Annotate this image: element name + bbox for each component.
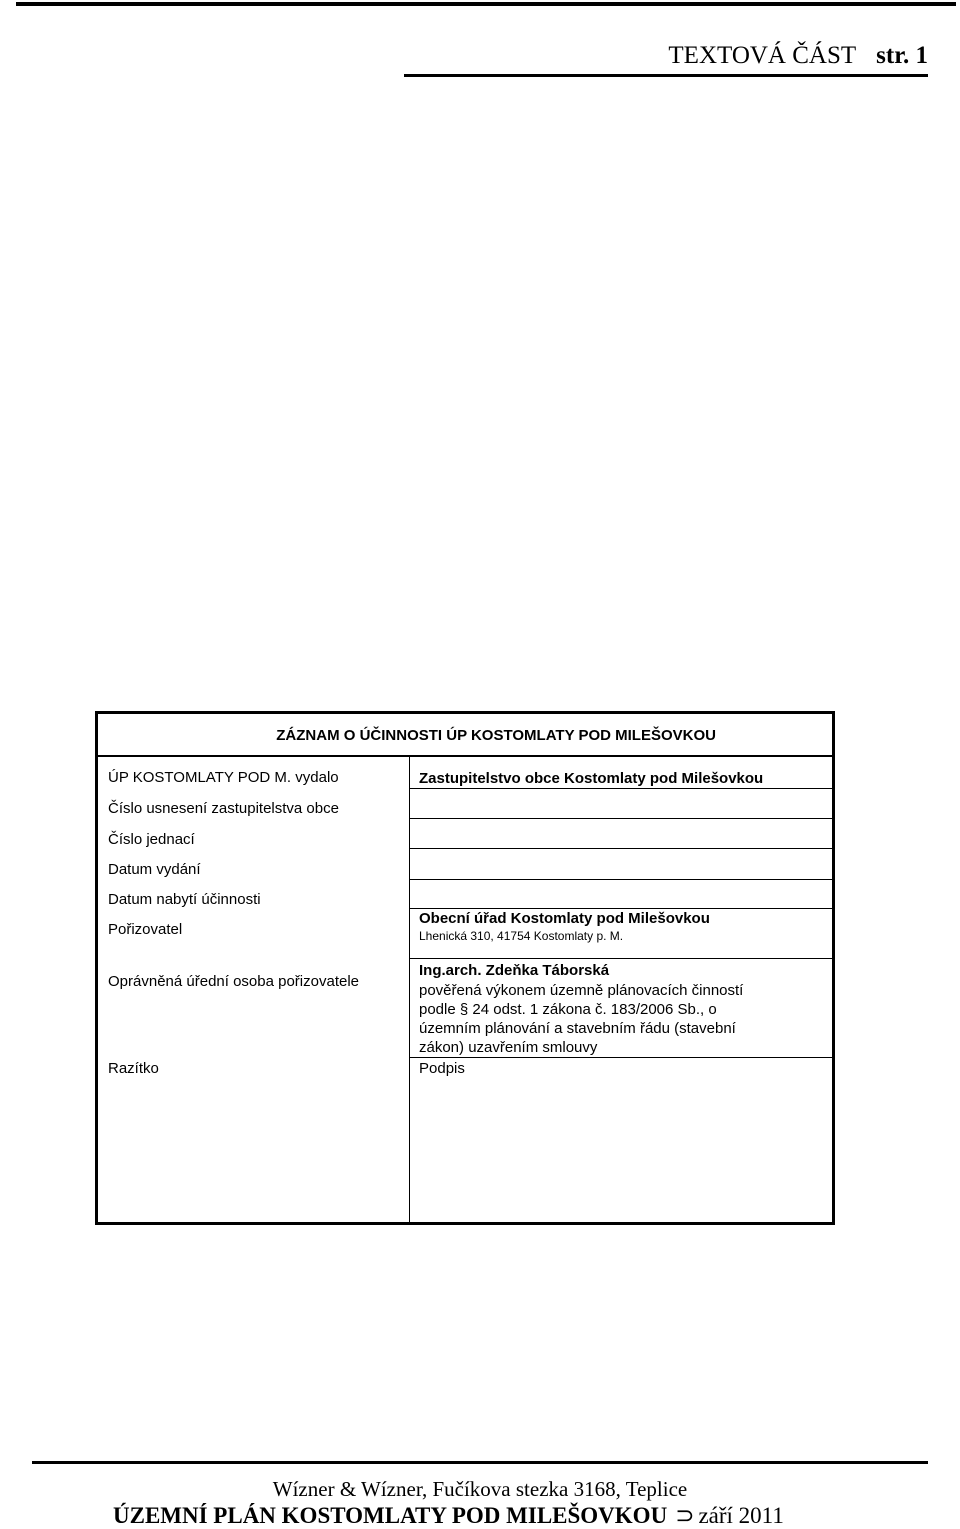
label-issue-date: Datum vydání bbox=[108, 861, 201, 878]
effectiveness-record-table bbox=[95, 711, 835, 1225]
label-authorized-person: Oprávněná úřední osoba pořizovatele bbox=[108, 973, 360, 990]
row-divider bbox=[409, 788, 832, 789]
label-procurer: Pořizovatel bbox=[108, 921, 183, 938]
record-title: ZÁZNAM O ÚČINNOSTI ÚP KOSTOMLATY POD MILEŠOVKOU bbox=[98, 714, 832, 757]
top-rule bbox=[16, 2, 956, 6]
label-stamp: Razítko bbox=[108, 1060, 159, 1077]
column-divider bbox=[409, 757, 410, 1222]
row-divider bbox=[409, 958, 832, 959]
row-divider bbox=[409, 1057, 832, 1058]
value-person-description: zákon) uzavřením smlouvy bbox=[419, 1039, 598, 1056]
value-issued-by: Zastupitelstvo obce Kostomlaty pod Milešovkou bbox=[419, 770, 764, 787]
footer-date: září 2011 bbox=[698, 1503, 784, 1528]
value-procurer-address: Lhenická 310, 41754 Kostomlaty p. M. bbox=[419, 929, 624, 943]
row-divider bbox=[409, 908, 832, 909]
row-divider bbox=[409, 848, 832, 849]
header-rule bbox=[404, 74, 928, 77]
footer-author: Wízner & Wízner, Fučíkova stezka 3168, Teplice bbox=[272, 1477, 688, 1501]
superset-icon: ⊃ bbox=[675, 1503, 695, 1528]
value-person-description: pověřená výkonem územně plánovacích činností bbox=[419, 982, 744, 999]
value-procurer-name: Obecní úřad Kostomlaty pod Milešovkou bbox=[419, 910, 710, 927]
value-signature: Podpis bbox=[419, 1060, 465, 1077]
header-page-number: str. 1 bbox=[876, 42, 928, 69]
value-person-description: podle § 24 odst. 1 zákona č. 183/2006 Sb., o bbox=[419, 1001, 717, 1018]
row-divider bbox=[409, 879, 832, 880]
label-resolution-number: Číslo usnesení zastupitelstva obce bbox=[108, 800, 339, 817]
label-effective-date: Datum nabytí účinnosti bbox=[108, 891, 261, 908]
label-issued-by: ÚP KOSTOMLATY POD M. vydalo bbox=[108, 769, 339, 786]
value-person-name: Ing.arch. Zdeňka Táborská bbox=[419, 962, 610, 979]
footer-rule bbox=[32, 1461, 928, 1464]
value-person-description: územním plánování a stavebním řádu (stavební bbox=[419, 1020, 736, 1037]
header-section: TEXTOVÁ ČÁST bbox=[668, 42, 857, 69]
footer-plan-line bbox=[113, 1503, 784, 1529]
label-reference-number: Číslo jednací bbox=[108, 831, 195, 848]
row-divider bbox=[409, 818, 832, 819]
page-header bbox=[668, 42, 928, 70]
footer-plan-title: ÚZEMNÍ PLÁN KOSTOMLATY POD MILEŠOVKOU bbox=[113, 1503, 668, 1528]
